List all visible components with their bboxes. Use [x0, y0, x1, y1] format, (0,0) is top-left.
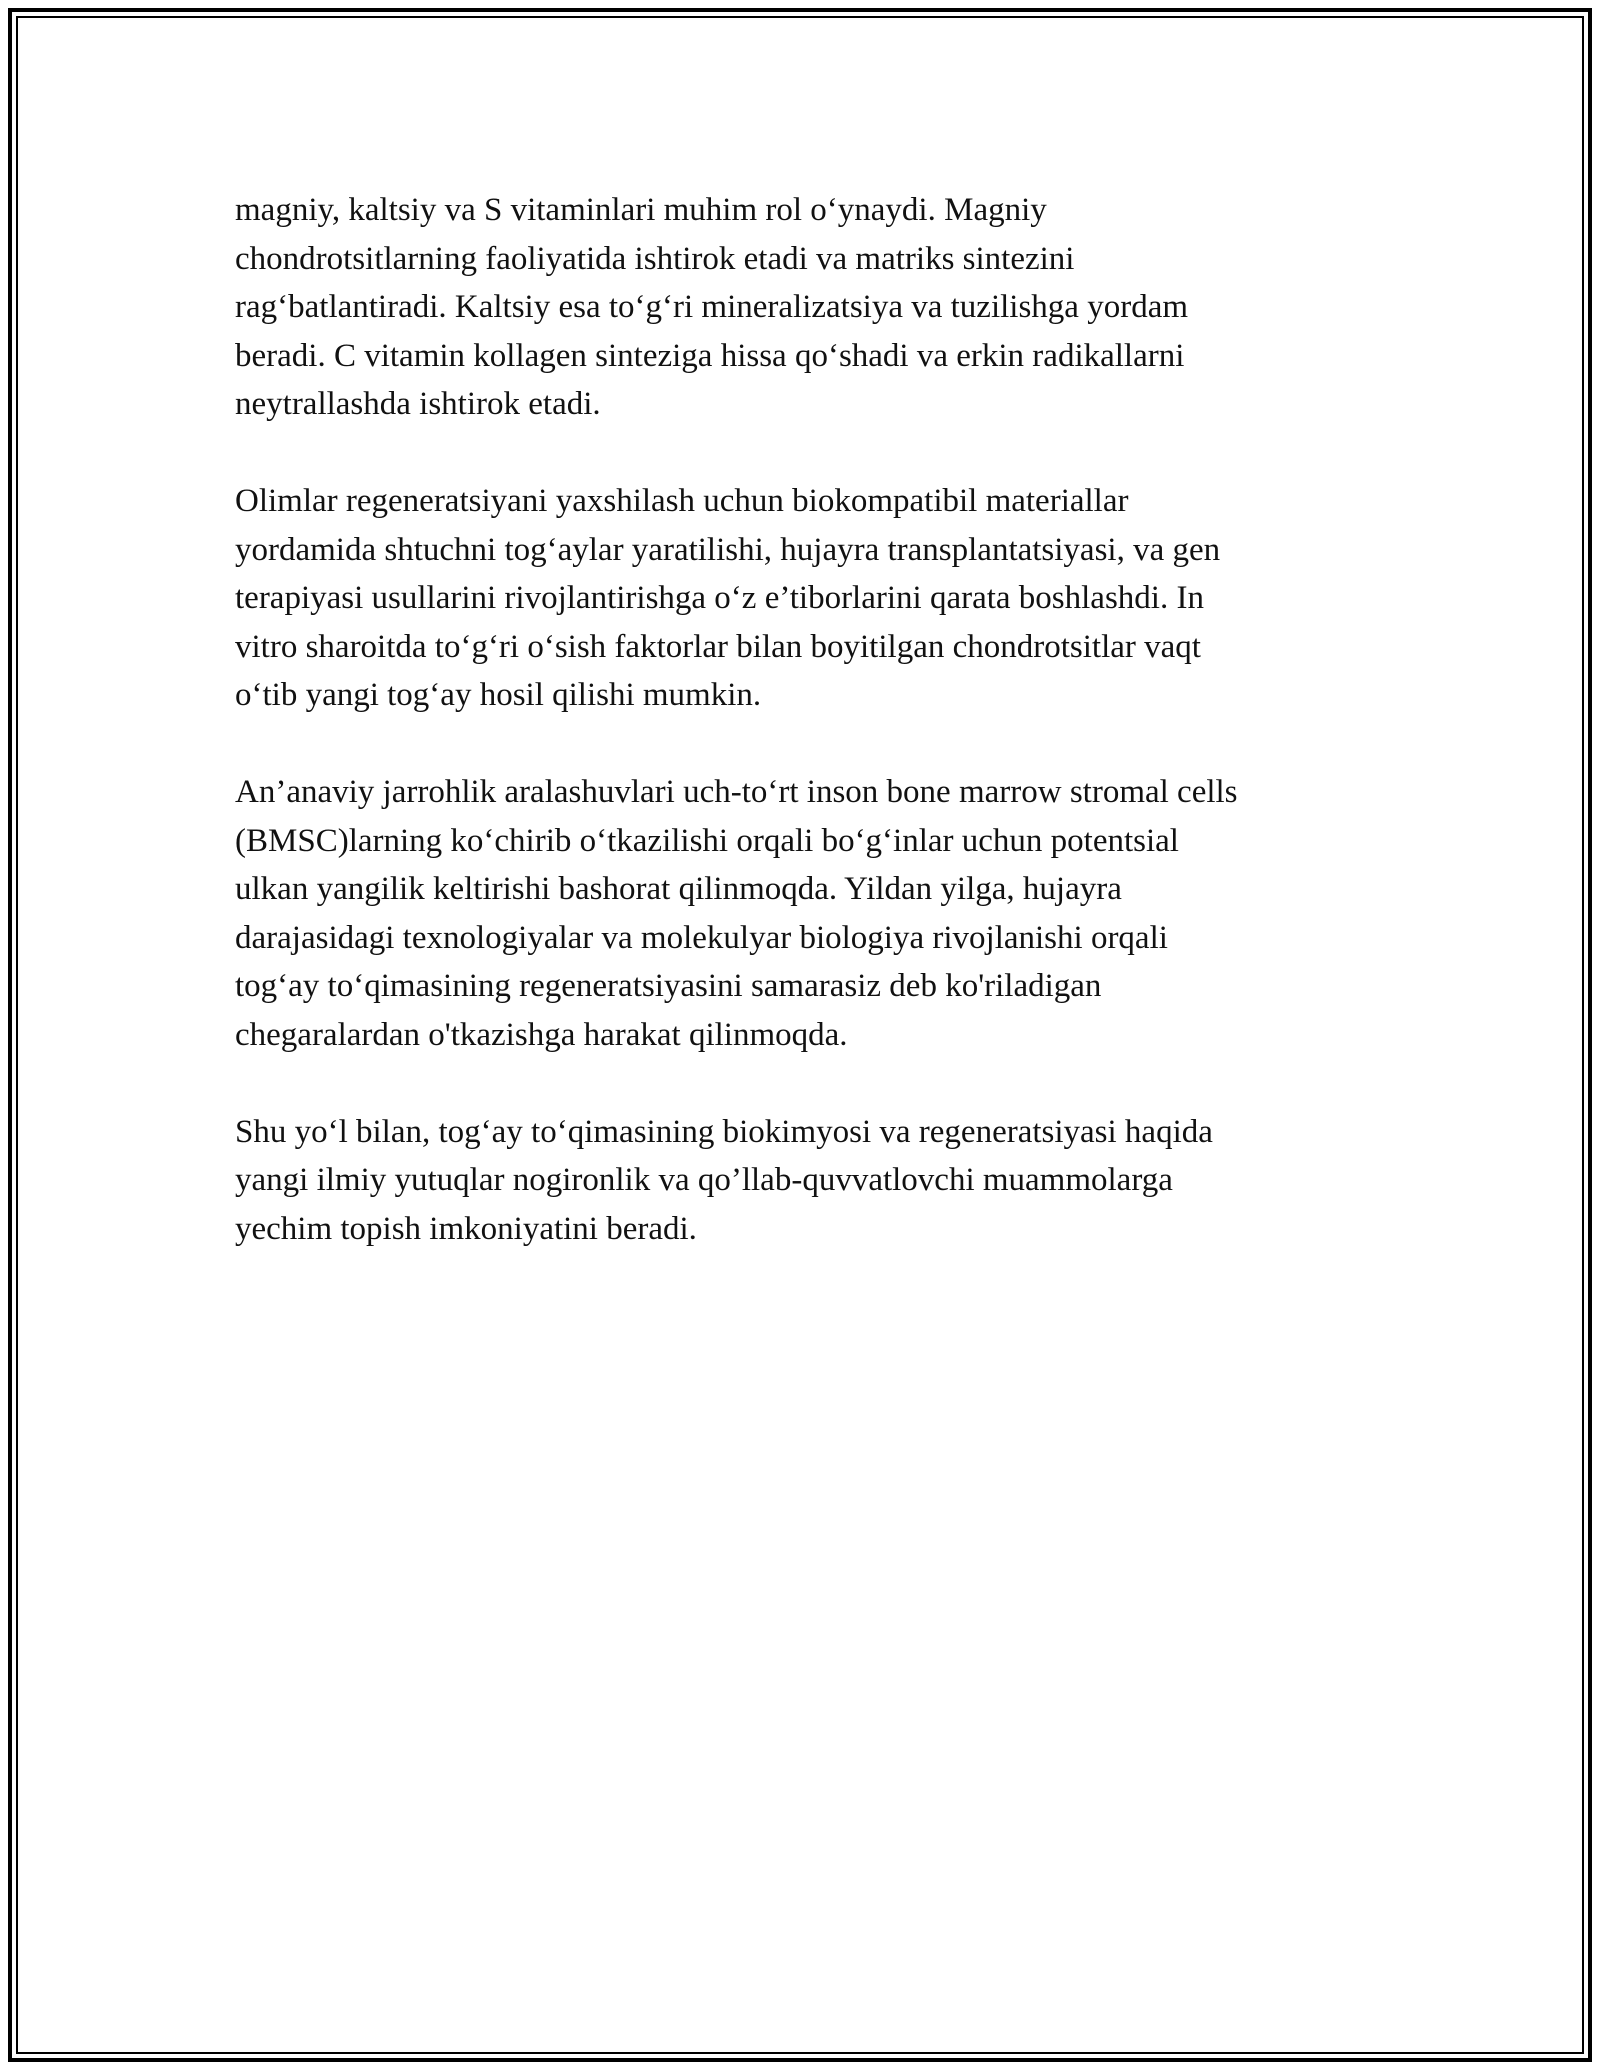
text-line: tog‘ay to‘qimasining regeneratsiyasini samarasiz deb ko'riladigan [235, 968, 1102, 1004]
paragraph-4 [235, 1108, 1365, 1254]
text-line: chegaralardan o'tkazishga harakat qilinmoqda. [235, 1016, 848, 1053]
text-line: chondrotsitlarning faoliyatida ishtirok etadi va matriks sintezini [235, 240, 1075, 277]
text-line: beradi. C vitamin kollagen sinteziga hissa qo‘shadi va erkin radikallarni [235, 337, 1185, 374]
text-line: magniy, kaltsiy va S vitaminlari muhim rol o‘ynaydi. Magniy [235, 192, 1047, 228]
paragraph-1 [235, 186, 1365, 429]
text-line: An’anaviy jarrohlik aralashuvlari uch-to‘rt inson bone marrow stromal cells [235, 774, 1238, 810]
document-body [235, 186, 1365, 1302]
text-line: (BMSC)larning ko‘chirib o‘tkazilishi orqali bo‘g‘inlar uchun potentsial [235, 822, 1179, 859]
text-line: terapiyasi usullarini rivojlantirishga o‘z e’tiborlarini qarata boshlashdi. In [235, 580, 1204, 616]
paragraph-3 [235, 768, 1365, 1059]
text-line: yordamida shtuchni tog‘aylar yaratilishi, hujayra transplantatsiyasi, va gen [235, 531, 1221, 568]
text-line: Shu yo‘l bilan, tog‘ay to‘qimasining biokimyosi va regeneratsiyasi haqida [235, 1113, 1213, 1150]
text-line: darajasidagi texnologiyalar va molekulyar biologiya rivojlanishi orqali [235, 919, 1168, 956]
text-line: Olimlar regeneratsiyani yaxshilash uchun biokompatibil materiallar [235, 483, 1129, 519]
text-line: o‘tib yangi tog‘ay hosil qilishi mumkin. [235, 677, 762, 713]
text-line: vitro sharoitda to‘g‘ri o‘sish faktorlar bilan boyitilgan chondrotsitlar vaqt [235, 628, 1201, 665]
text-line: rag‘batlantiradi. Kaltsiy esa to‘g‘ri mineralizatsiya va tuzilishga yordam [235, 289, 1189, 325]
text-line: yechim topish imkoniyatini beradi. [235, 1210, 697, 1247]
text-line: yangi ilmiy yutuqlar nogironlik va qo’llab-quvvatlovchi muammolarga [235, 1162, 1173, 1198]
text-line: neytrallashda ishtirok etadi. [235, 386, 601, 422]
paragraph-2 [235, 477, 1365, 720]
text-line: ulkan yangilik keltirishi bashorat qilinmoqda. Yildan yilga, hujayra [235, 871, 1122, 907]
